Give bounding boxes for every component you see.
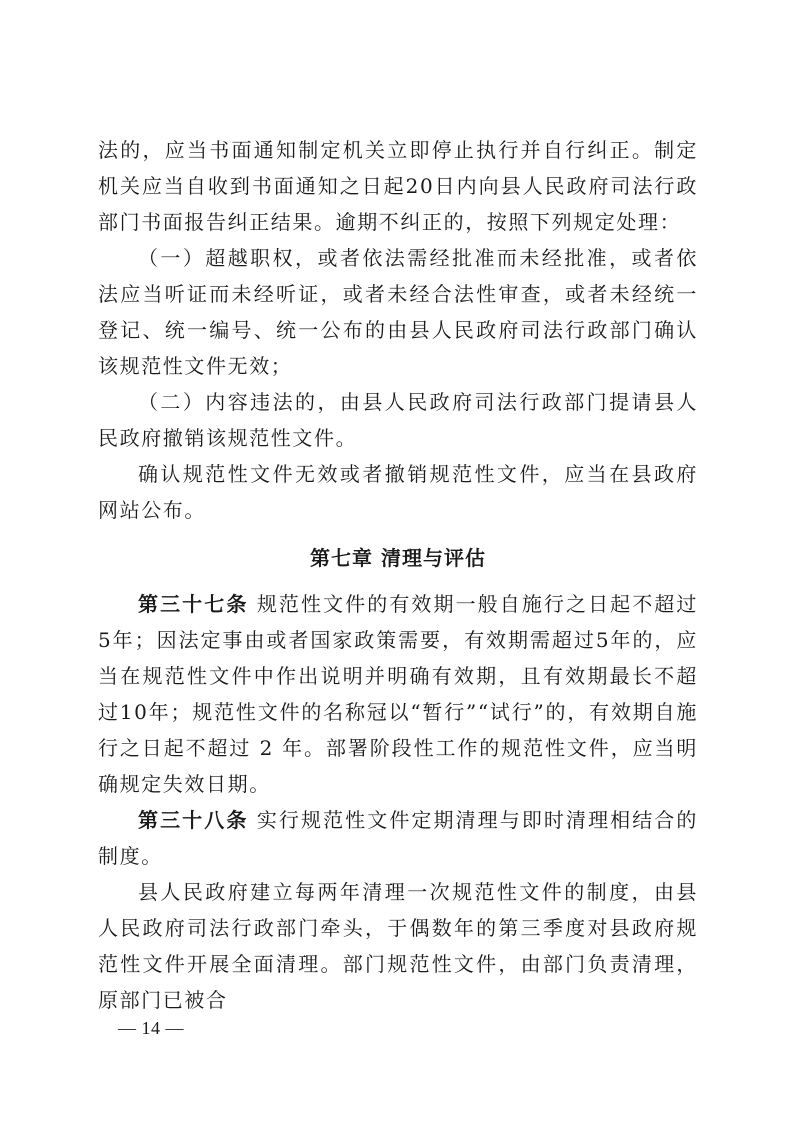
paragraph-item-two: （二）内容违法的，由县人民政府司法行政部门提请县人民政府撤销该规范性文件。: [98, 390, 698, 450]
article-38-label: 第三十八条: [138, 808, 249, 832]
article-37-label: 第三十七条: [138, 592, 249, 616]
page-number: — 14 —: [118, 1018, 184, 1038]
paragraph-continued: 法的，应当书面通知制定机关立即停止执行并自行纠正。制定机关应当自收到书面通知之日起20日内向县人民政府司法行政部门书面报告纠正结果。逾期不纠正的，按照下列规定处理：: [98, 138, 698, 234]
article-37-text: 规范性文件的有效期一般自施行之日起不超过5年；因法定事由或者国家政策需要，有效期需超过5年的，应当在规范性文件中作出说明并明确有效期，且有效期最长不超过10年；规范性文件的名称冠以“暂行”“试行”的，有效期自施行之日起不超过 2 年。部署阶段性工作的规范性文件，应当明确规定失效日期。: [98, 592, 698, 796]
article-38-text: 实行规范性文件定期清理与即时清理相结合的制度。: [98, 808, 698, 868]
paragraph-publication: 确认规范性文件无效或者撤销规范性文件，应当在县政府网站公布。: [98, 462, 698, 522]
paragraph-item-one: （一）超越职权，或者依法需经批准而未经批准，或者依法应当听证而未经听证，或者未经合法性审查，或者未经统一登记、统一编号、统一公布的由县人民政府司法行政部门确认该规范性文件无效；: [98, 246, 698, 378]
chapter-heading: 第七章 清理与评估: [310, 546, 486, 570]
paragraph-cleanup-system: 县人民政府建立每两年清理一次规范性文件的制度，由县人民政府司法行政部门牵头，于偶数年的第三季度对县政府规范性文件开展全面清理。部门规范性文件，由部门负责清理，原部门已被合: [98, 880, 698, 1012]
document-body: [98, 132, 698, 1018]
article-37: [98, 586, 698, 802]
article-38: [98, 802, 698, 874]
